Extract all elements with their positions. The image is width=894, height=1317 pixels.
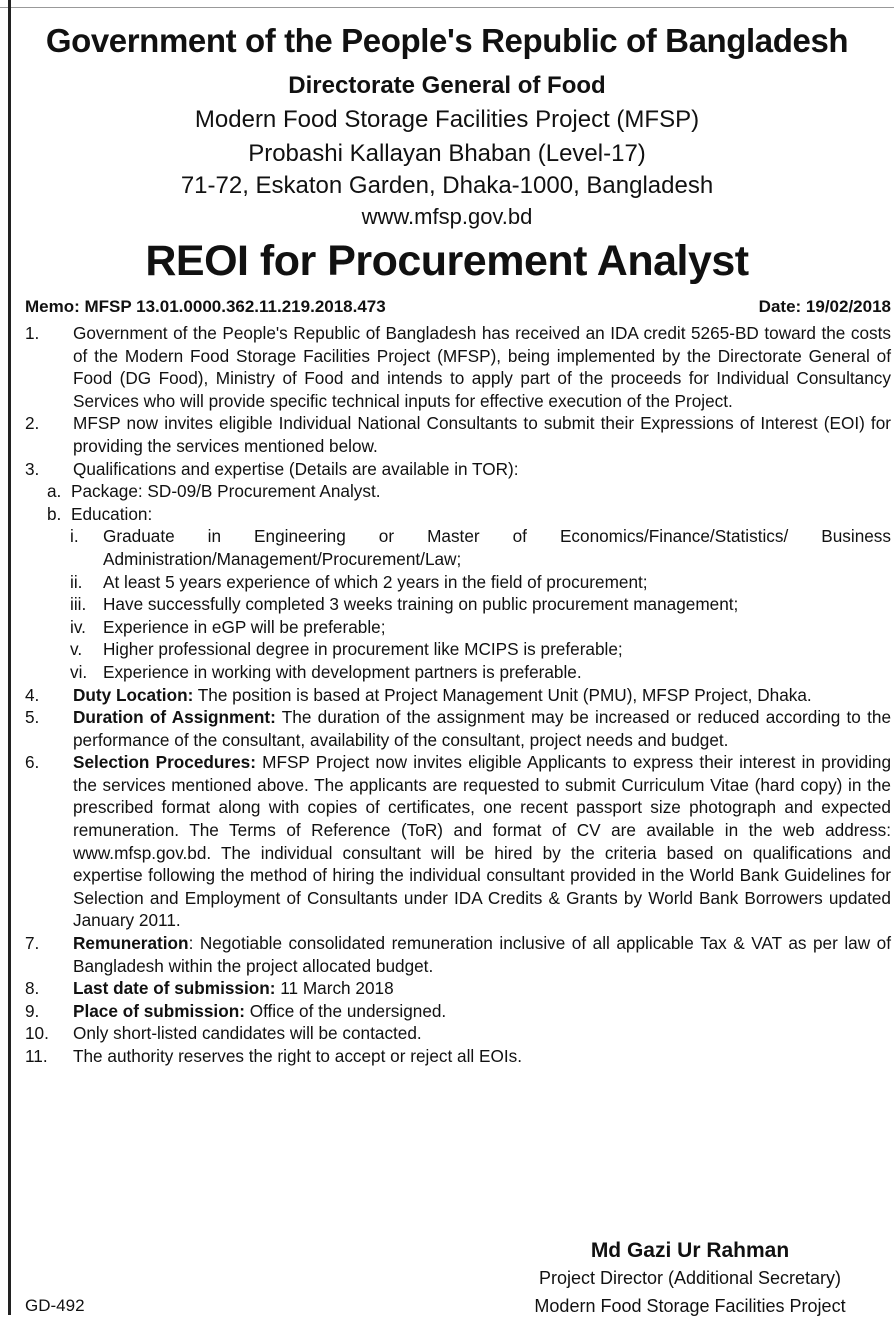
list-item: 8. Last date of submission: 11 March 2018 xyxy=(25,978,394,999)
notice-body xyxy=(25,322,891,1068)
list-item: 2. MFSP now invites eligible Individual National Consultants to submit their Expressions of Interest (EOI) for providing the services mentioned below. xyxy=(25,413,891,456)
list-item: 1. Government of the People's Republic of Bangladesh has received an IDA credit 5265-BD toward the costs of the Modern Food Storage Facilities Project (MFSP), being implemented by the Directorate General of Food (DG Food), Ministry of Food and intends to apply part of the proceeds for Individual Consultancy Services who will provide specific technical inputs for effective execution of the Project. xyxy=(25,323,891,411)
list-item: 7. Remuneration: Negotiable consolidated remuneration inclusive of all applicable Tax & VAT as per law of Bangladesh within the project allocated budget. xyxy=(25,933,891,976)
memo-date: Date: 19/02/2018 xyxy=(758,297,891,316)
document-code: GD-492 xyxy=(25,1296,85,1315)
website: www.mfsp.gov.bd xyxy=(361,204,533,229)
address: 71-72, Eskaton Garden, Dhaka-1000, Bangladesh xyxy=(180,172,714,199)
qualification-education: b. Education: xyxy=(47,503,153,524)
project-name: Modern Food Storage Facilities Project (MFSP) xyxy=(194,106,700,133)
memo-line xyxy=(25,297,891,317)
signatory-role: Project Director (Additional Secretary) xyxy=(538,1268,842,1288)
list-item: 9. Place of submission: Office of the undersigned. xyxy=(25,1000,447,1021)
signatory-project: Modern Food Storage Facilities Project xyxy=(534,1296,846,1316)
education-item: ii. At least 5 years experience of which 2 years in the field of procurement; xyxy=(70,571,648,592)
government-heading: Government of the People's Republic of Bangladesh xyxy=(45,22,849,59)
education-item: i. Graduate in Engineering or Master of Economics/Finance/Statistics/ Business Administration/Management/Procurement/Law; xyxy=(70,526,891,569)
education-item: iii. Have successfully completed 3 weeks training on public procurement management; xyxy=(70,594,739,615)
list-item: 4. Duty Location: The position is based at Project Management Unit (PMU), MFSP Project, Dhaka. xyxy=(25,684,812,705)
list-item: 5. Duration of Assignment: The duration of the assignment may be increased or reduced according to the performance of the consultant, availability of the consultant, project needs and budget. xyxy=(25,707,892,750)
signatory-name: Md Gazi Ur Rahman xyxy=(590,1239,790,1262)
list-item: 3. Qualifications and expertise (Details are available in TOR): xyxy=(25,458,519,479)
list-item: 10. Only short-listed candidates will be contacted. xyxy=(25,1023,422,1044)
building-name: Probashi Kallayan Bhaban (Level-17) xyxy=(248,140,646,167)
memo-number: Memo: MFSP 13.01.0000.362.11.219.2018.473 xyxy=(25,297,386,316)
education-item: vi. Experience in working with development partners is preferable. xyxy=(70,661,582,682)
directorate-heading: Directorate General of Food xyxy=(288,72,606,99)
qualification-package: a. Package: SD-09/B Procurement Analyst. xyxy=(47,481,381,502)
education-item: iv. Experience in eGP will be preferable; xyxy=(70,616,386,637)
list-item: 11. The authority reserves the right to accept or reject all EOIs. xyxy=(25,1046,522,1066)
notice-title: REOI for Procurement Analyst xyxy=(145,237,749,285)
list-item: 6. Selection Procedures: MFSP Project now invites eligible Applicants to express their interest in providing the services mentioned above. The applicants are requested to submit Curriculum Vitae (hard copy) in the prescribed format along with copies of certificates, one recent passport size photograph and expected remuneration. The Terms of Reference (ToR) and format of CV are available in the web address: www.mfsp.gov.bd. The individual consultant will be hired by the criteria based on qualifications and expertise following the method of hiring the individual consultant provided in the World Bank Guidelines for Selection and Employment of Consultants under IDA Credits & Grants by World Bank Borrowers updated January 2011. xyxy=(25,752,892,931)
education-item: v. Higher professional degree in procurement like MCIPS is preferable; xyxy=(70,639,623,660)
